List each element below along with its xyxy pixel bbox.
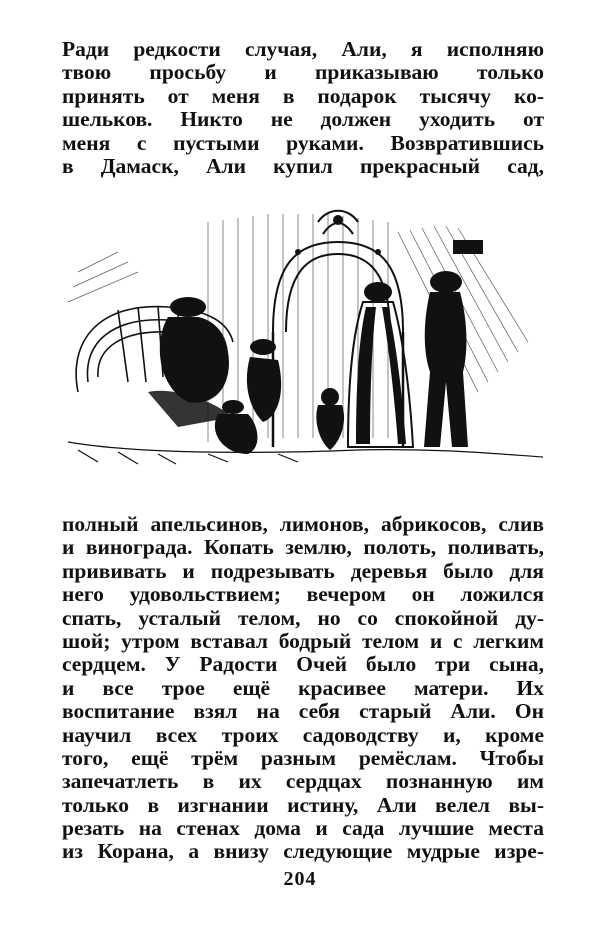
figure-reclining [148, 297, 233, 427]
figure-child-2 [215, 400, 258, 454]
text-line: шой; утром вставал бодрый телом и с легким [62, 628, 544, 653]
text-line: твою просьбу и приказываю только [62, 60, 544, 85]
text-line: спать, усталый телом, но со спокойной ду- [62, 605, 544, 630]
text-line: из Корана, а внизу следующие мудрые изре- [62, 839, 544, 864]
text-line: прививать и подрезывать деревья было для [62, 558, 544, 583]
text-line: шельков. Никто не должен уходить от [62, 107, 544, 132]
text-line: того, ещё трём разным ремёслам. Чтобы [62, 745, 544, 770]
text-line: полный апельсинов, лимонов, абрикосов, слив [62, 512, 544, 536]
paragraph-bottom [62, 513, 544, 864]
figure-small-child [316, 388, 344, 450]
text-line: запечатлеть в их сердцах познанную им [62, 769, 544, 794]
text-line: и винограда. Копать землю, полоть, поливать, [62, 535, 544, 560]
figure-man-standing [424, 271, 468, 447]
text-line: и все трое ещё красивее матери. Их [62, 675, 544, 700]
engraving-illustration [58, 192, 548, 482]
text-line: резать на стенах дома и сада лучшие места [62, 816, 544, 841]
ground [68, 442, 543, 464]
text-line: него удовольствием; вечером он ложился [62, 582, 544, 607]
page-number: 204 [283, 868, 317, 890]
arch-ornament [295, 215, 483, 255]
text-line: принять от меня в подарок тысячу ко- [62, 83, 544, 108]
text-line: научил всех троих садоводству и, кроме [62, 722, 544, 747]
paragraph-top [62, 38, 544, 178]
figure-child-1 [247, 339, 281, 422]
text-line: только в изгнании истину, Али велел вы- [62, 792, 544, 817]
text-line: Ради редкости случая, Али, я исполняю [62, 37, 544, 61]
text-line: меня с пустыми руками. Возвратившись [62, 130, 544, 155]
text-line: сердцем. У Радости Очей было три сына, [62, 652, 544, 677]
text-line: в Дамаск, Али купил прекрасный сад, [62, 153, 544, 178]
text-line: воспитание взял на себя старый Али. Он [62, 699, 544, 724]
